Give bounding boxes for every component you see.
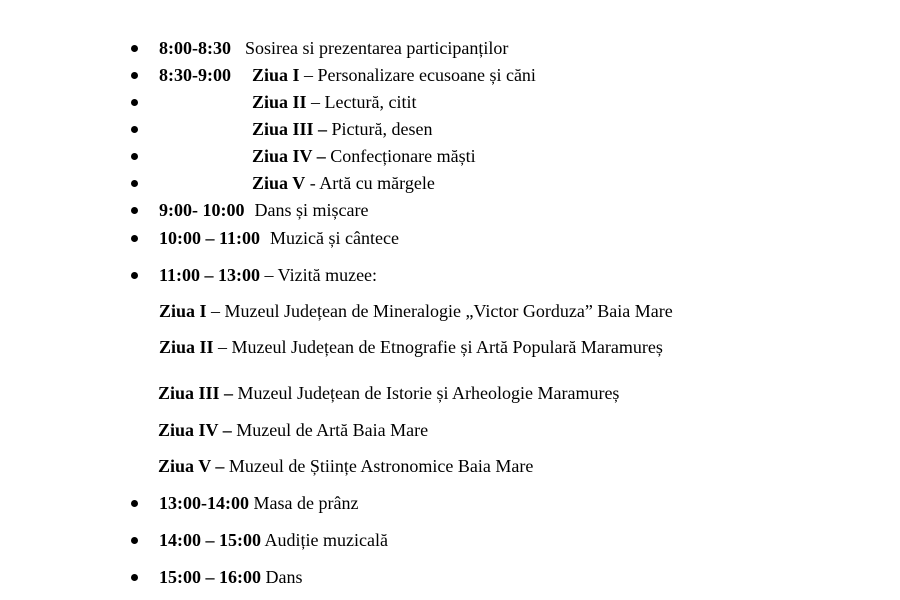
bullet-icon [131,180,138,187]
activity-text: Pictură, desen [327,119,433,139]
day-label: Ziua V – [158,456,225,476]
activity-text: Masa de prânz [248,493,359,513]
bullet-icon [131,72,138,79]
bullet-icon [131,153,138,160]
time-slot: 15:00 – 16:00 [159,567,261,587]
day-label: Ziua IV – [252,146,326,166]
bullet-icon [131,272,138,279]
day-label: Ziua I [252,65,300,85]
museum-text: – Muzeul Județean de Mineralogie „Victor Gorduza” Baia Mare [206,301,673,321]
activity-text: Confecționare măști [325,146,476,166]
time-slot: 8:00-8:30 [159,38,231,58]
activity-text: Dans și mișcare [254,200,369,220]
day-label: Ziua II [252,92,307,112]
day-label: Ziua IV – [158,420,232,440]
time-slot: 13:00-14:00 [159,493,249,513]
activity-text: Sosirea si prezentarea participanților [244,38,509,58]
museum-text: – Muzeul Județean de Etnografie și Artă Populară Maramureș [213,337,663,357]
bullet-icon [131,45,138,52]
bullet-icon [131,235,138,242]
activity-text: – Personalizare ecusoane și căni [299,65,536,85]
day-label: Ziua II [159,337,214,357]
day-label: Ziua III – [158,383,234,403]
bullet-icon [131,207,138,214]
time-slot: 8:30-9:00 [159,65,231,85]
time-slot: 14:00 – 15:00 [159,530,261,550]
bullet-icon [131,574,138,581]
day-label: Ziua I [159,301,207,321]
activity-text: Audiție muzicală [261,530,388,550]
bullet-icon [131,126,138,133]
museum-text: Muzeul de Artă Baia Mare [231,420,429,440]
bullet-icon [131,99,138,106]
activity-text: Muzică și cântece [270,228,399,248]
day-label: Ziua V [252,173,306,193]
time-slot: 10:00 – 11:00 [159,228,260,248]
activity-text: – Lectură, citit [306,92,417,112]
time-slot: 9:00- 10:00 [159,200,245,220]
bullet-icon [131,537,138,544]
time-slot: 11:00 – 13:00 [159,265,260,285]
bullet-icon [131,500,138,507]
activity-text: - Artă cu mărgele [305,173,435,193]
museum-text: Muzeul Județean de Istorie și Arheologie Maramureș [233,383,620,403]
activity-text: Dans [261,567,303,587]
activity-text: – Vizită muzee: [260,265,378,285]
day-label: Ziua III – [252,119,328,139]
museum-text: Muzeul de Științe Astronomice Baia Mare [224,456,534,476]
